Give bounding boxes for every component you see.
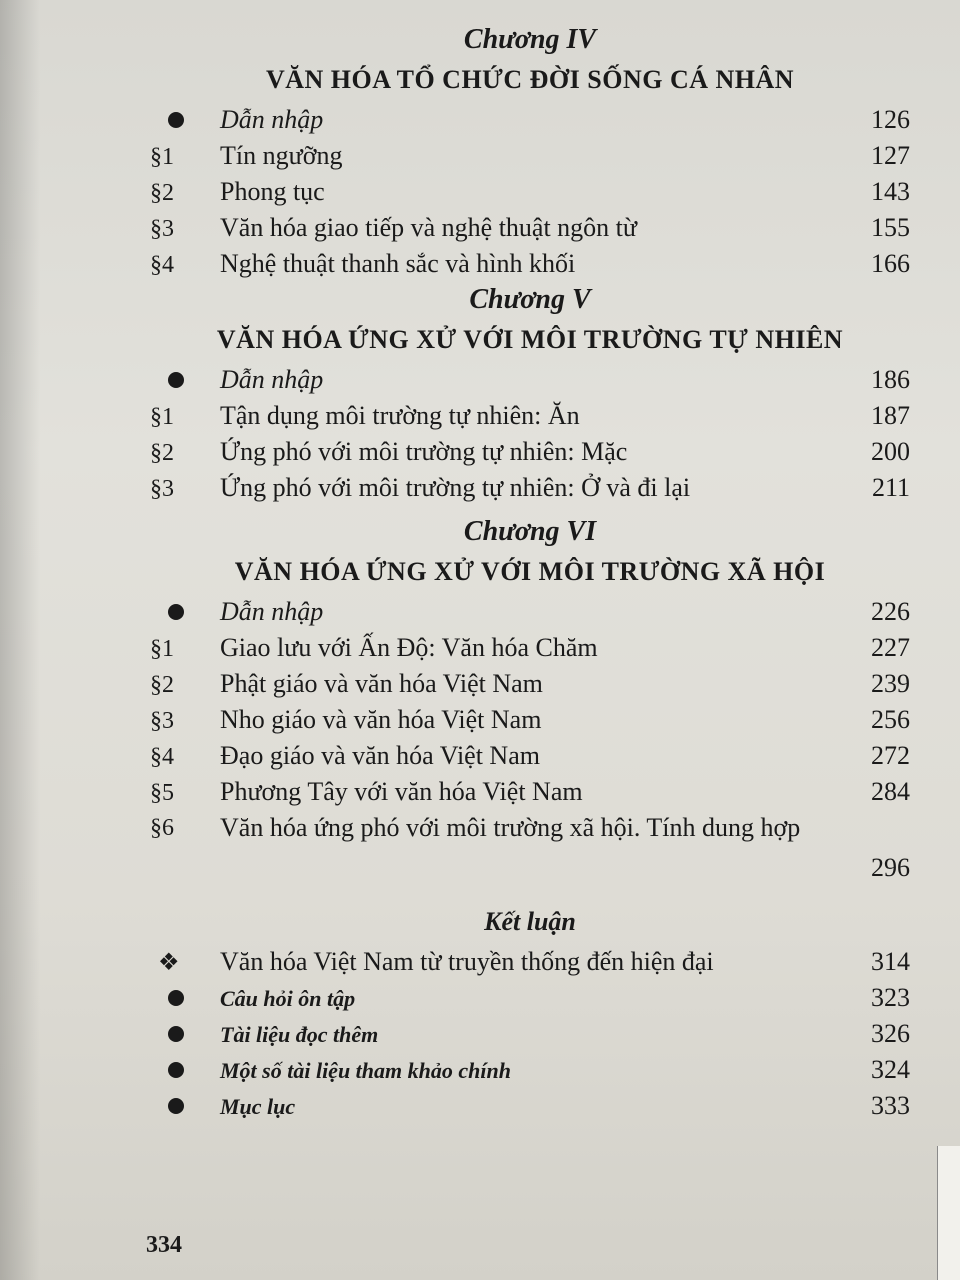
entry-title: Ứng phó với môi trường tự nhiên: Mặc bbox=[220, 437, 628, 466]
chapter-title: VĂN HÓA ỨNG XỬ VỚI MÔI TRƯỜNG TỰ NHIÊN bbox=[216, 325, 844, 354]
chapter-label: Chương V bbox=[469, 284, 591, 315]
toc-entry bbox=[150, 138, 910, 174]
entry-title: Nho giáo và văn hóa Việt Nam bbox=[220, 705, 542, 734]
entry-title: Câu hỏi ôn tập bbox=[220, 986, 356, 1011]
section-mark: §6 bbox=[150, 815, 174, 841]
entry-title: Dẫn nhập bbox=[220, 365, 324, 394]
bullet-icon bbox=[150, 1053, 220, 1089]
toc-entry bbox=[150, 102, 910, 138]
entry-page: 284 bbox=[871, 777, 910, 806]
toc-entry bbox=[150, 738, 910, 774]
toc-entry bbox=[150, 1016, 910, 1052]
section-mark: §3 bbox=[150, 708, 174, 734]
entry-page: 239 bbox=[871, 669, 910, 698]
entry-title: Dẫn nhập bbox=[220, 105, 324, 134]
toc-entry bbox=[150, 174, 910, 210]
entry-page: 126 bbox=[871, 105, 910, 134]
entry-page: 200 bbox=[871, 437, 910, 466]
entry-title: Giao lưu với Ấn Độ: Văn hóa Chăm bbox=[220, 633, 598, 662]
adjacent-page-edge bbox=[937, 1146, 960, 1280]
conclusion-title: Kết luận bbox=[484, 907, 576, 936]
entry-page: 127 bbox=[871, 141, 910, 170]
entry-title: Tài liệu đọc thêm bbox=[220, 1022, 379, 1047]
section-mark: §2 bbox=[150, 672, 174, 698]
toc-entry bbox=[150, 630, 910, 666]
page-number: 334 bbox=[146, 1232, 182, 1258]
section-mark: §1 bbox=[150, 144, 174, 170]
entry-title: Văn hóa giao tiếp và nghệ thuật ngôn từ bbox=[220, 213, 637, 242]
section-mark: §2 bbox=[150, 440, 174, 466]
entry-title: Phật giáo và văn hóa Việt Nam bbox=[220, 669, 543, 698]
entry-title: Phong tục bbox=[220, 177, 325, 206]
toc-entry bbox=[150, 1052, 910, 1088]
toc-entry bbox=[150, 702, 910, 738]
toc-entry bbox=[150, 210, 910, 246]
bullet-icon bbox=[150, 981, 220, 1017]
section-mark: §4 bbox=[150, 744, 174, 770]
bullet-icon bbox=[150, 103, 220, 139]
toc-entry bbox=[150, 246, 910, 282]
bullet-icon bbox=[150, 595, 220, 631]
entry-page: 226 bbox=[871, 597, 910, 626]
toc-entry bbox=[150, 398, 910, 434]
entry-title: Văn hóa ứng phó với môi trường xã hội. Tính dung hợp bbox=[220, 813, 801, 842]
entry-page: 314 bbox=[871, 947, 910, 976]
entry-page: 323 bbox=[871, 983, 910, 1012]
chapter-label: Chương VI bbox=[463, 516, 597, 547]
entry-page: 143 bbox=[871, 177, 910, 206]
section-mark: §3 bbox=[150, 476, 174, 502]
toc-entry bbox=[150, 980, 910, 1016]
bullet-icon bbox=[150, 1089, 220, 1125]
toc-entry bbox=[150, 594, 910, 630]
toc-entry bbox=[150, 944, 910, 980]
chapter-title: VĂN HÓA ỨNG XỬ VỚI MÔI TRƯỜNG XÃ HỘI bbox=[234, 557, 826, 586]
toc-entry bbox=[150, 470, 910, 506]
entry-title: Ứng phó với môi trường tự nhiên: Ở và đi lại bbox=[220, 473, 691, 502]
entry-page: 155 bbox=[871, 213, 910, 242]
bullet-icon bbox=[150, 1017, 220, 1053]
entry-page: 166 bbox=[871, 249, 910, 278]
entry-page: 211 bbox=[871, 473, 910, 502]
toc-entry bbox=[150, 1088, 910, 1124]
section-mark: §4 bbox=[150, 252, 174, 278]
entry-page: 256 bbox=[871, 705, 910, 734]
entry-title: Tận dụng môi trường tự nhiên: Ăn bbox=[220, 401, 580, 430]
section-mark: §2 bbox=[150, 180, 174, 206]
entry-page: 333 bbox=[871, 1091, 910, 1120]
toc-entry bbox=[150, 362, 910, 398]
entry-title: Một số tài liệu tham khảo chính bbox=[220, 1058, 511, 1083]
toc-entry bbox=[150, 434, 910, 470]
section-mark: §3 bbox=[150, 216, 174, 242]
entry-title: Mục lục bbox=[220, 1094, 296, 1119]
entry-page: 187 bbox=[871, 401, 910, 430]
entry-page: 227 bbox=[871, 633, 910, 662]
diamond-ornament-icon: ❖ bbox=[158, 950, 180, 976]
section-mark: §5 bbox=[150, 780, 174, 806]
entry-title: Đạo giáo và văn hóa Việt Nam bbox=[220, 741, 540, 770]
entry-page: 326 bbox=[871, 1019, 910, 1048]
entry-page: 296 bbox=[871, 853, 910, 882]
entry-page: 272 bbox=[871, 741, 910, 770]
chapter-label: Chương IV bbox=[463, 24, 597, 55]
entry-title: Phương Tây với văn hóa Việt Nam bbox=[220, 777, 583, 806]
entry-page: 186 bbox=[871, 365, 910, 394]
toc-entry bbox=[150, 774, 910, 810]
toc-entry bbox=[150, 666, 910, 702]
table-of-contents bbox=[150, 22, 910, 1124]
section-mark: §1 bbox=[150, 404, 174, 430]
entry-title: Dẫn nhập bbox=[220, 597, 324, 626]
chapter-title: VĂN HÓA TỔ CHỨC ĐỜI SỐNG CÁ NHÂN bbox=[265, 65, 795, 94]
entry-title: Văn hóa Việt Nam từ truyền thống đến hiện đại bbox=[220, 947, 714, 976]
section-mark: §1 bbox=[150, 636, 174, 662]
toc-entry bbox=[150, 810, 910, 886]
entry-page: 324 bbox=[871, 1055, 910, 1084]
entry-title: Nghệ thuật thanh sắc và hình khối bbox=[220, 249, 576, 278]
bullet-icon bbox=[150, 363, 220, 399]
entry-title: Tín ngưỡng bbox=[220, 141, 343, 170]
